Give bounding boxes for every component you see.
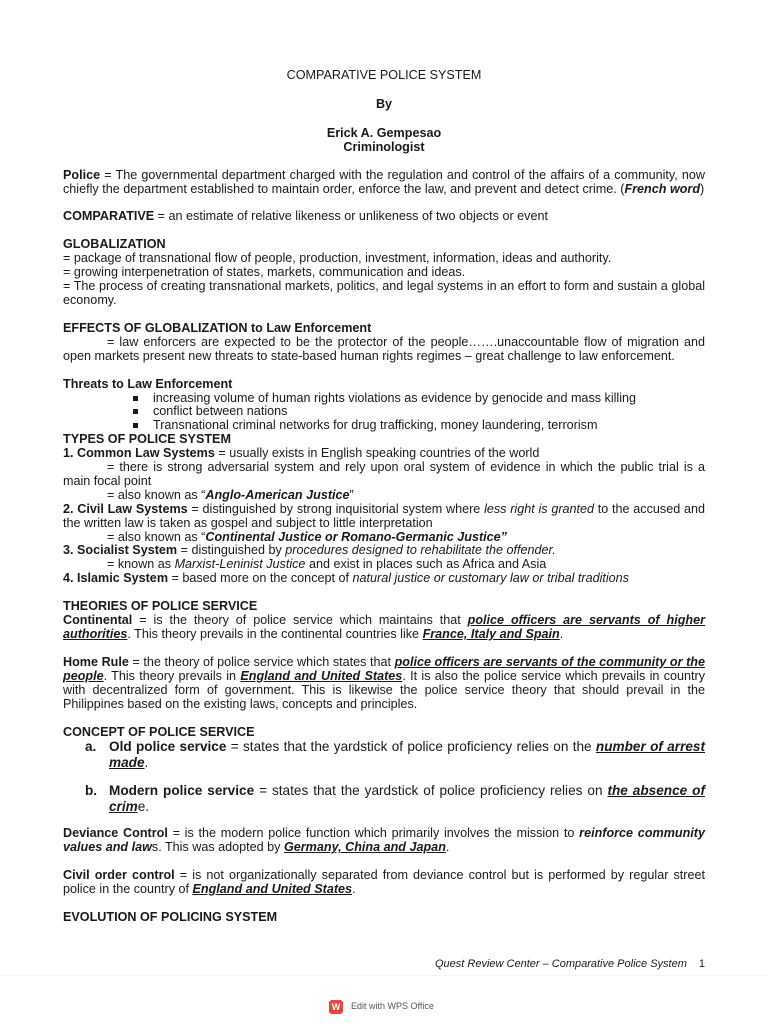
- concept-em: number of arrest made: [109, 739, 706, 770]
- continental-text: . This theory prevails in the continental countries like: [127, 627, 423, 641]
- concept-text: .: [144, 754, 149, 770]
- concept-text: = states that the yardstick of police proficiency relies on: [254, 783, 608, 799]
- civil-order-text: .: [352, 882, 356, 897]
- globalization-line: = The process of creating transnational markets, politics, and legal systems in an effort to form and sustain a global economy.: [63, 279, 705, 307]
- list-item: [131, 419, 705, 433]
- aka-prefix: = also known as “: [107, 487, 206, 502]
- police-def-note: French word: [624, 181, 701, 196]
- theories-heading: THEORIES OF POLICE SERVICE: [63, 599, 258, 614]
- wps-edit-link[interactable]: [329, 999, 434, 1015]
- socialist-label: 3. Socialist System: [63, 543, 178, 558]
- civil-order-label: Civil order control: [63, 868, 175, 883]
- civil-order-text: = is not organizationally separated from deviance control but is performed by regular street police in the country of: [63, 868, 705, 897]
- home-rule-countries: England and United States: [240, 668, 403, 683]
- police-definition: [63, 169, 705, 197]
- civil-law-em: less right is granted: [484, 501, 595, 516]
- author-role: Criminologist: [343, 139, 425, 154]
- threats-heading: Threats to Law Enforcement: [63, 376, 233, 391]
- wps-logo-icon: W: [329, 1000, 343, 1014]
- civil-law-sub: [63, 531, 705, 545]
- common-law-label: 1. Common Law Systems: [63, 446, 215, 461]
- wps-label: Edit with WPS Office: [351, 1001, 434, 1012]
- civil-law-label: 2. Civil Law Systems: [63, 501, 188, 516]
- threat-text: Transnational criminal networks for drug trafficking, money laundering, terrorism: [153, 418, 598, 433]
- effects-text: = law enforcers are expected to be the protector of the people…….unaccountable flow of migration and open markets present new threats to state-based human rights regimes – great challenge to law enforcement.: [63, 334, 705, 363]
- socialist-em: procedures designed to rehabilitate the offender.: [285, 543, 556, 558]
- civil-order-entry: [63, 869, 705, 897]
- footer-text: Quest Review Center – Comparative Police System: [434, 958, 687, 970]
- concept-item-b: [63, 783, 705, 814]
- aka-name: Continental Justice or Romano-Germanic Justice”: [205, 529, 507, 544]
- concept-em: the absence of crim: [109, 783, 706, 814]
- socialist-sub: [63, 558, 705, 572]
- deviance-label: Deviance Control: [63, 826, 168, 841]
- list-marker: b.: [85, 783, 98, 799]
- home-rule-text: = the theory of police service which states that: [128, 654, 395, 669]
- threat-text: increasing volume of human rights violations as evidence by genocide and mass killing: [153, 390, 637, 405]
- islamic-em: natural justice or customary law or tribal traditions: [352, 571, 629, 586]
- continental-label: Continental: [63, 613, 133, 628]
- islamic-label: 4. Islamic System: [63, 571, 169, 586]
- globalization-line: = package of transnational flow of people, production, investment, information, ideas and authority.: [63, 251, 612, 266]
- globalization-line: = growing interpenetration of states, markets, communication and ideas.: [63, 265, 466, 280]
- socialist-text: = distinguished by: [177, 543, 286, 558]
- evolution-heading: EVOLUTION OF POLICING SYSTEM: [63, 910, 278, 925]
- deviance-em: reinforce community values and law: [63, 826, 705, 855]
- continental-countries: France, Italy and Spain: [422, 627, 560, 641]
- bullet-icon: [133, 423, 138, 428]
- globalization-heading: GLOBALIZATION: [63, 237, 166, 252]
- author-name: Erick A. Gempesao: [326, 125, 442, 140]
- continental-text: .: [559, 627, 564, 641]
- common-law-text: = usually exists in English speaking countries of the world: [214, 446, 540, 461]
- concept-item-a: [63, 739, 705, 770]
- aka-suffix: and exist in places such as Africa and Asia: [305, 557, 547, 572]
- common-law-sub1: = there is strong adversarial system and rely upon oral system of evidence in which the public trial is a main focal point: [63, 460, 705, 488]
- deviance-text: .: [445, 840, 450, 855]
- deviance-entry: [63, 827, 705, 855]
- deviance-text: = is the modern police function which primarily involves the mission to: [167, 826, 580, 841]
- police-def-text: = The governmental department charged with the regulation and control of the affairs of a community, now chiefly the department established to maintain order, enforce the law, and prevent and detect crime. (: [63, 167, 705, 196]
- continental-text: = is the theory of police service which maintains that: [132, 613, 468, 628]
- home-rule-text: . This theory prevails in: [103, 668, 241, 683]
- aka-name: Marxist-Leninist Justice: [174, 557, 306, 572]
- concept-label: Modern police service: [109, 783, 255, 799]
- document-body: [63, 69, 705, 925]
- aka-prefix: = also known as “: [107, 529, 206, 544]
- common-law-sub2: [63, 489, 705, 503]
- list-marker: a.: [85, 739, 97, 755]
- civil-law-text: to the accused and the written law is taken as gospel and subject to little interpretation: [63, 501, 705, 530]
- police-term: Police: [63, 167, 101, 182]
- types-heading: TYPES OF POLICE SYSTEM: [63, 432, 231, 447]
- concept-text: = states that the yardstick of police proficiency relies on the: [226, 739, 596, 755]
- concept-heading: CONCEPT OF POLICE SERVICE: [63, 724, 255, 739]
- concept-text: e.: [137, 798, 150, 814]
- aka-prefix: = known as: [107, 557, 175, 572]
- list-item: [131, 405, 705, 419]
- bullet-icon: [133, 409, 138, 414]
- socialist-entry: [63, 544, 705, 558]
- deviance-countries: Germany, China and Japan: [283, 840, 446, 855]
- comparative-def-text: = an estimate of relative likeness or unlikeness of two objects or event: [154, 209, 548, 224]
- threat-text: conflict between nations: [153, 404, 288, 419]
- islamic-entry: [63, 572, 705, 586]
- common-law-entry: [63, 447, 705, 461]
- page-number: 1: [698, 958, 705, 970]
- civil-law-text: = distinguished by strong inquisitorial system where: [187, 501, 485, 516]
- document-title: COMPARATIVE POLICE SYSTEM: [286, 68, 482, 82]
- home-rule-label: Home Rule: [63, 654, 129, 669]
- continental-em: police officers are servants of higher authorities: [63, 613, 705, 641]
- threats-list: [63, 392, 705, 434]
- home-rule-entry: [63, 656, 705, 712]
- continental-entry: [63, 614, 705, 642]
- civil-order-countries: England and United States: [192, 882, 353, 897]
- aka-name: Anglo-American Justice: [205, 487, 350, 502]
- comparative-definition: [63, 210, 705, 224]
- by-line: By: [375, 96, 393, 111]
- police-def-close: ): [700, 181, 705, 196]
- aka-suffix: ”: [349, 487, 354, 502]
- comparative-term: COMPARATIVE: [63, 209, 155, 224]
- home-rule-text: . It is also the police service which prevails in country with decentralized form of government. This is likewise the police service theory that should prevail in the Philippines based on the existing laws, concepts and principles.: [63, 668, 705, 711]
- page-footer: [0, 958, 705, 972]
- concept-label: Old police service: [109, 739, 227, 755]
- bullet-icon: [133, 396, 138, 401]
- home-rule-em: police officers are servants of the community or the people: [63, 654, 705, 683]
- effects-heading: EFFECTS OF GLOBALIZATION to Law Enforcement: [63, 320, 372, 335]
- civil-law-entry: [63, 503, 705, 531]
- page-divider: [0, 975, 768, 976]
- islamic-text: = based more on the concept of: [168, 571, 353, 586]
- deviance-text: s. This was adopted by: [151, 840, 284, 855]
- list-item: [131, 392, 705, 406]
